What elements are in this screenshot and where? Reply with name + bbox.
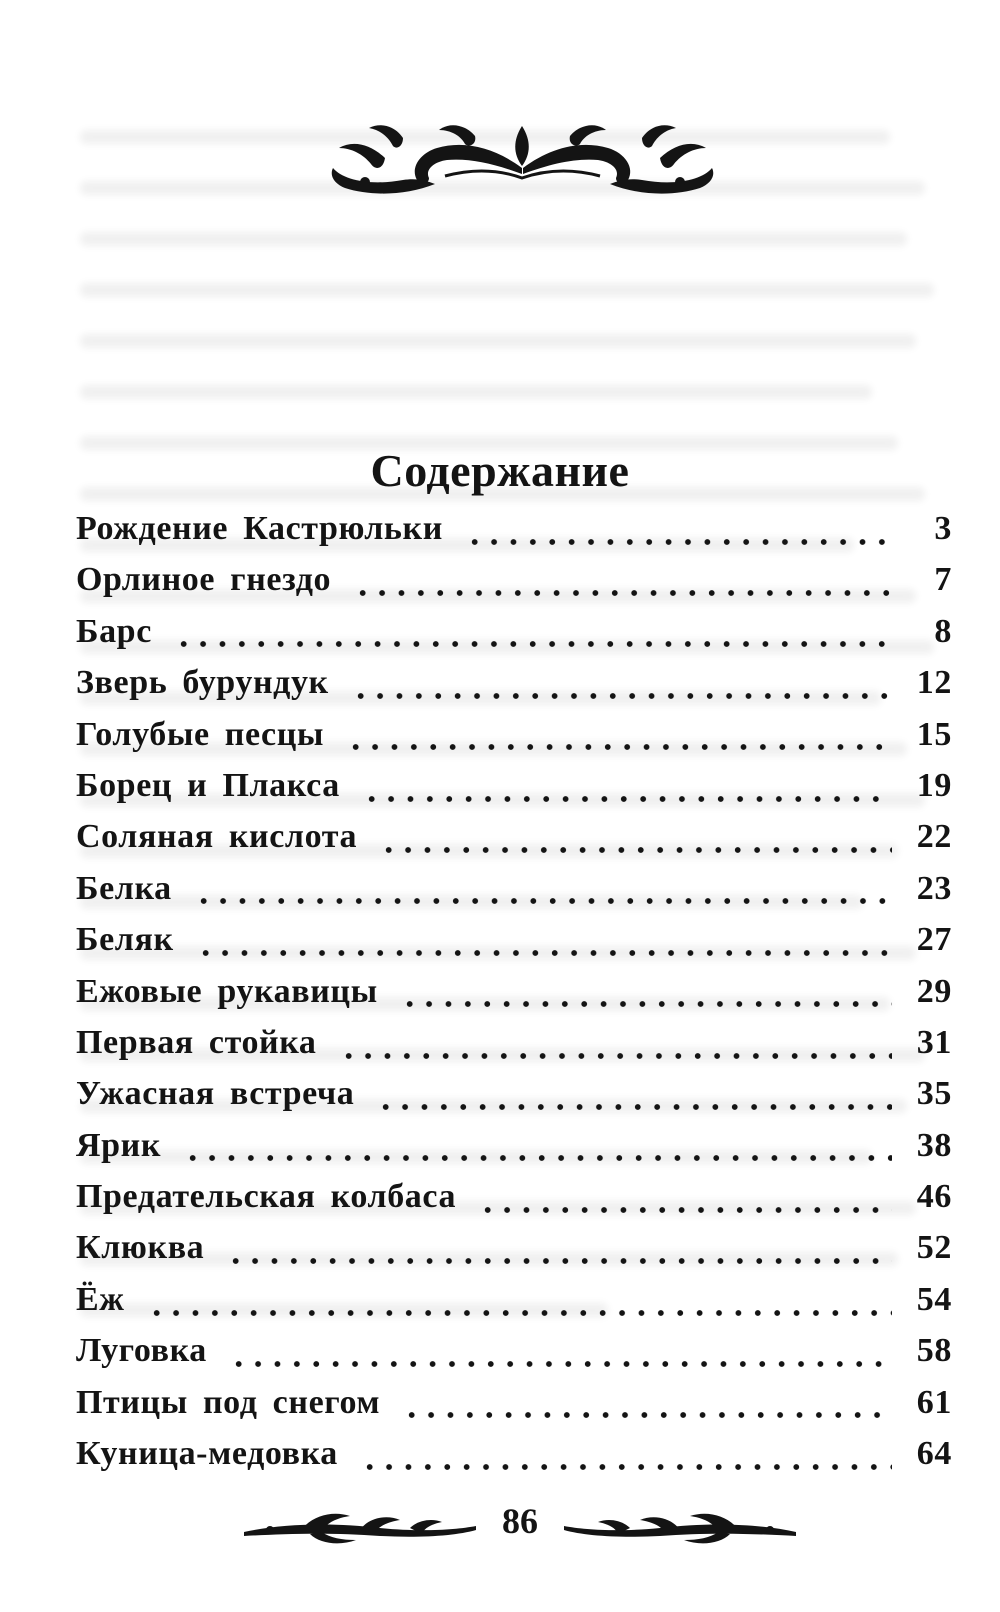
toc-entry-page: 3 — [934, 510, 952, 547]
toc-entry-title: Предательская колбаса — [76, 1178, 457, 1216]
toc-entry-page: 12 — [916, 664, 952, 702]
toc-entry-page: 15 — [916, 715, 952, 753]
dot-leader — [376, 1100, 892, 1114]
toc-entry-title: Орлиное гнездо — [76, 561, 332, 599]
toc-entry[interactable] — [76, 610, 952, 661]
toc-entry[interactable] — [76, 713, 952, 764]
toc-entry-title: Голубые песцы — [76, 715, 325, 753]
toc-entry[interactable] — [76, 1278, 952, 1329]
toc-entry-title: Соляная кислота — [76, 818, 358, 856]
floral-ornament-icon — [325, 118, 720, 198]
toc-entry-page: 58 — [916, 1332, 952, 1370]
toc-entry-title: Борец и Плакса — [76, 766, 340, 804]
toc-entry[interactable] — [76, 764, 952, 815]
toc-entry[interactable] — [76, 1124, 952, 1175]
dot-leader — [362, 792, 892, 806]
toc-entry-title: Ежовые рукавицы — [76, 972, 378, 1010]
page-number: 86 — [502, 1501, 538, 1541]
dot-leader — [339, 1049, 892, 1063]
toc-entry-page: 22 — [916, 818, 952, 856]
footer-swash-left-icon — [240, 1506, 480, 1546]
toc-entry[interactable] — [76, 970, 952, 1021]
toc-entry[interactable] — [76, 815, 952, 866]
toc-entry-page: 19 — [916, 766, 952, 804]
dot-leader — [226, 1254, 892, 1268]
dot-leader — [478, 1203, 892, 1217]
table-of-contents — [76, 507, 952, 1483]
toc-entry[interactable] — [76, 558, 952, 609]
toc-entry-title: Куница-медовка — [76, 1435, 338, 1473]
toc-entry-page: 23 — [916, 869, 952, 907]
dot-leader — [400, 997, 892, 1011]
toc-entry[interactable] — [76, 1021, 952, 1072]
toc-entry-page: 27 — [916, 921, 952, 959]
dot-leader — [360, 1460, 892, 1474]
toc-entry-page: 52 — [916, 1229, 952, 1267]
footer-swash-right-icon — [560, 1506, 800, 1546]
toc-entry-page: 8 — [934, 612, 952, 650]
toc-entry[interactable] — [76, 1432, 952, 1483]
toc-entry-page: 35 — [916, 1075, 952, 1113]
toc-entry-page: 7 — [934, 561, 952, 599]
toc-entry-title: Беляк — [76, 921, 174, 959]
toc-entry-title: Барс — [76, 612, 152, 650]
toc-entry-title: Ярик — [76, 1126, 162, 1164]
toc-entry[interactable] — [76, 661, 952, 712]
toc-entry-page: 54 — [916, 1280, 952, 1318]
dot-leader — [379, 843, 892, 857]
dot-leader — [346, 740, 892, 754]
toc-entry[interactable] — [76, 1226, 952, 1277]
dot-leader — [353, 586, 892, 600]
page-footer — [240, 1498, 800, 1558]
toc-entry[interactable] — [76, 1175, 952, 1226]
toc-entry[interactable] — [76, 1329, 952, 1380]
toc-entry-title: Белка — [76, 869, 172, 907]
dot-leader — [174, 637, 892, 651]
toc-entry-title: Клюква — [76, 1229, 205, 1267]
dot-leader — [229, 1357, 892, 1371]
toc-entry-page: 38 — [916, 1126, 952, 1164]
toc-entry[interactable] — [76, 867, 952, 918]
toc-entry[interactable] — [76, 1381, 952, 1432]
toc-entry-title: Рождение Кастрюльки — [76, 510, 443, 547]
toc-entry-title: Ужасная встреча — [76, 1075, 355, 1113]
toc-entry-title: Первая стойка — [76, 1023, 317, 1061]
toc-entry-page: 31 — [916, 1023, 952, 1061]
dot-leader — [194, 894, 892, 908]
toc-entry-title: Зверь бурундук — [76, 664, 329, 702]
dot-leader — [183, 1151, 892, 1165]
dot-leader — [196, 946, 892, 960]
toc-entry[interactable] — [76, 1072, 952, 1123]
dot-leader — [351, 689, 892, 703]
toc-entry-title: Луговка — [76, 1332, 207, 1370]
dot-leader — [465, 535, 892, 549]
page-title: Содержание — [370, 444, 630, 496]
toc-entry[interactable] — [76, 507, 952, 558]
toc-entry-page: 29 — [916, 972, 952, 1010]
toc-entry-page: 46 — [916, 1178, 952, 1216]
toc-entry[interactable] — [76, 918, 952, 969]
toc-entry-page: 64 — [916, 1435, 952, 1473]
dot-leader — [402, 1408, 892, 1422]
toc-entry-page: 61 — [916, 1383, 952, 1421]
toc-entry-title: Птицы под снегом — [76, 1383, 381, 1421]
dot-leader — [147, 1306, 892, 1320]
toc-entry-title: Ёж — [76, 1280, 125, 1318]
